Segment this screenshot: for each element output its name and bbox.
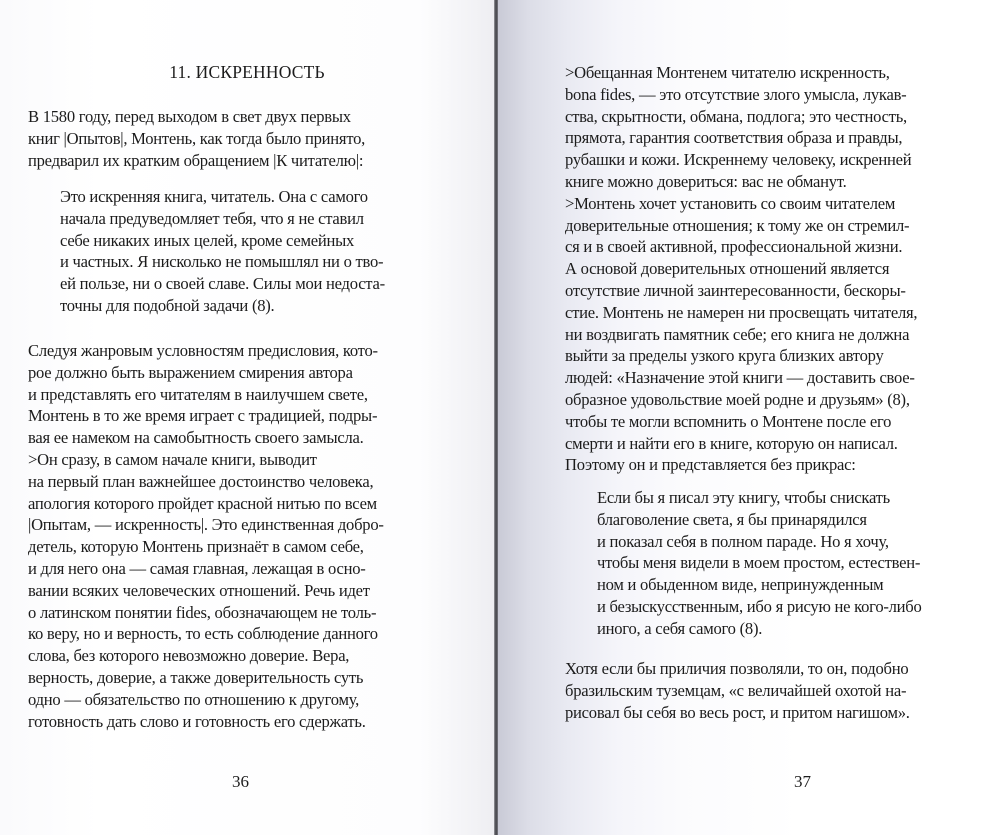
text-line: выйти за пределы узкого круга близких автору — [565, 346, 884, 366]
text-line: на первый план важнейшее достоинство человека, — [28, 471, 374, 491]
text-line: и для него она — самая главная, лежащая в осно- — [28, 558, 366, 578]
text-line: вании всяких человеческих отношений. Речь идет — [28, 580, 370, 600]
intro-paragraph — [28, 106, 365, 171]
text-line: ни воздвигать памятник себе; его книга не должна — [565, 324, 910, 344]
text-line: Поэтому он и представляется без прикрас: — [565, 455, 856, 475]
text-line: и представлять его читателям в наилучшем свете, — [28, 384, 368, 404]
body-text — [28, 340, 384, 732]
text-line: А основой доверительных отношений является — [565, 259, 890, 279]
text-line: прямота, гарантия соответствия образа и правды, — [565, 128, 903, 148]
text-line: Следуя жанровым условностям предисловия, кото- — [28, 341, 378, 360]
text-line: >Обещанная Монтенем читателю искренность, — [565, 63, 890, 82]
text-line: рисовал бы себя во весь рост, и притом нагишом». — [565, 702, 910, 722]
text-line: образное удовольствие моей родне и друзьям» (8), — [565, 389, 910, 409]
text-line: благоволение света, я бы принарядился — [597, 509, 867, 529]
text-line: иного, а себя самого (8). — [597, 618, 763, 638]
text-line: Монтень в то же время играет с традицией, подры- — [28, 406, 378, 426]
text-line: вая ее намеком на самобытность своего замысла. — [28, 428, 364, 448]
text-line: bona fides, — это отсутствие злого умысла, лукав- — [565, 84, 907, 104]
block-quote — [60, 186, 385, 317]
page-number-right: 37 — [794, 772, 811, 791]
block-quote-right — [597, 487, 922, 640]
text-line: себе никаких иных целей, кроме семейных — [60, 230, 355, 250]
text-line: предварил их кратким обращением |К читателю|: — [28, 150, 364, 170]
closing-paragraph — [565, 658, 910, 723]
text-line: рубашки и кожи. Искреннему человеку, искренней — [565, 150, 912, 170]
text-line: Это искренняя книга, читатель. Она с самого — [60, 187, 368, 206]
text-line: и показал себя в полном параде. Но я хочу, — [597, 531, 889, 551]
text-line: одно — обязательство по отношению к другому, — [28, 689, 359, 709]
text-line: бразильским туземцам, «с величайшей охотой на- — [565, 680, 907, 700]
text-line: готовность дать слово и готовность его сдержать. — [28, 711, 366, 731]
text-line: ко веру, но и верность, то есть соблюдение данного — [28, 624, 378, 644]
text-line: ся и в своей активной, профессиональной жизни. — [565, 237, 903, 257]
page-number-left: 36 — [232, 772, 249, 791]
text-line: книге можно довериться: вас не обманут. — [565, 171, 847, 191]
text-line: чтобы меня видели в моем простом, естествен- — [597, 553, 921, 573]
text-line: рое должно быть выражением смирения автора — [28, 362, 353, 382]
text-line: детель, которую Монтень признаёт в самом себе, — [28, 537, 364, 557]
text-line: >Монтень хочет установить со своим читателем — [565, 193, 896, 213]
text-line: стие. Монтень не намерен ни просвещать читателя, — [565, 302, 918, 322]
text-line: ей пользе, ни о своей славе. Силы мои недоста- — [60, 274, 385, 294]
chapter-title: 11. ИСКРЕННОСТЬ — [169, 62, 325, 82]
text-line: чтобы те могли вспомнить о Монтене после его — [565, 411, 892, 431]
text-line: ства, скрытности, обмана, подлога; это честность, — [565, 106, 907, 126]
text-line: отсутствие личной заинтересованности, бескоры- — [565, 280, 906, 300]
text-line: о латинском понятии fides, обозначающем не толь- — [28, 602, 377, 622]
text-line: начала предуведомляет тебя, что я не ставил — [60, 208, 364, 228]
text-line: апология которого пройдет красной нитью по всем — [28, 493, 377, 513]
text-line: людей: «Назначение этой книги — доставить свое- — [565, 368, 915, 388]
body-text-right — [565, 62, 917, 476]
text-line: Если бы я писал эту книгу, чтобы снискать — [597, 488, 890, 507]
text-line: слова, без которого невозможно доверие. Вера, — [28, 646, 350, 666]
left-page — [0, 0, 494, 835]
text-line: В 1580 году, перед выходом в свет двух первых — [28, 107, 351, 126]
text-line: точны для подобной задачи (8). — [60, 295, 275, 315]
text-line: >Он сразу, в самом начале книги, выводит — [28, 449, 317, 469]
text-line: книг |Опытов|, Монтень, как тогда было принято, — [28, 128, 366, 148]
text-line: и частных. Я нисколько не помышлял ни о тво- — [60, 252, 384, 272]
text-line: и безыскусственным, ибо я рисую не кого-либо — [597, 596, 922, 616]
text-line: смерти и найти его в книге, которую он написал. — [565, 433, 898, 453]
text-line: |Опытам, — искренность|. Это единственная добро- — [28, 515, 384, 535]
text-line: ном и обыденном виде, непринужденным — [597, 575, 884, 595]
text-line: доверительные отношения; к тому же он стремил- — [565, 215, 910, 235]
text-line: Хотя если бы приличия позволяли, то он, подобно — [565, 659, 909, 678]
text-line: верность, доверие, а также доверительность суть — [28, 667, 364, 687]
